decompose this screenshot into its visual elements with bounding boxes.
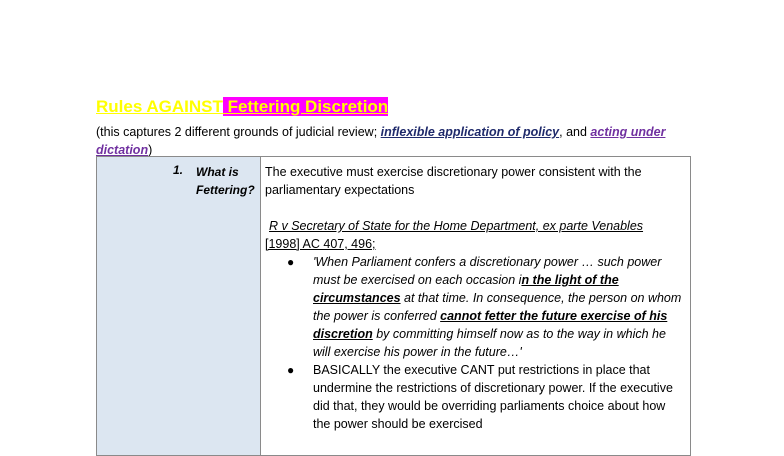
intro-paragraph <box>96 123 696 159</box>
list-item <box>265 253 685 361</box>
document-heading <box>96 96 388 118</box>
quote-emphasis-fetter: cannot fetter the future exercise of his discretion <box>313 309 668 341</box>
intro-text-3: ) <box>148 143 153 157</box>
bullet-icon: ● <box>287 255 295 269</box>
row-label: What is Fettering? <box>196 165 255 197</box>
table-label-column <box>97 157 261 455</box>
case-name: R v Secretary of State for the Home Department, ex parte Venables <box>269 219 644 233</box>
heading-rules-against: Rules AGAINST <box>96 97 223 116</box>
list-item <box>265 361 685 433</box>
basically-text: BASICALLY the executive CANT put restrictions in place that undermine the restrictions of discretionary power. If the executive did that, they would be overriding parliaments choice about how the power should be exercised <box>313 363 673 431</box>
case-citation: [1998] AC 407, 496; <box>265 237 376 251</box>
quote-emphasis-circumstances: n the light of the circumstances <box>313 273 619 305</box>
intro-text-2: , and <box>559 125 591 139</box>
fettering-table <box>96 156 691 456</box>
quote-part-e: by committing himself now as to the way in which he will exercise his power in the future…' <box>313 327 666 359</box>
bullet-icon: ● <box>287 363 295 377</box>
quote-part-c: at that time. In consequence, the person on whom the power is conferred <box>313 291 682 323</box>
link-inflexible-policy[interactable]: inflexible application of policy <box>380 125 560 139</box>
heading-fettering-discretion: Fettering Discretion <box>222 97 389 116</box>
intro-text-1: (this captures 2 different grounds of judicial review; <box>96 125 381 139</box>
link-acting-under-dictation[interactable]: acting under dictation <box>96 125 666 157</box>
table-content-column <box>265 163 685 433</box>
bullet-list <box>265 253 685 433</box>
row-number: 1. <box>173 163 184 177</box>
definition-text: The executive must exercise discretionary power consistent with the parliamentary expectations <box>265 165 642 197</box>
quote-part-a: 'When Parliament confers a discretionary power … such power must be exercised on each occasion i <box>313 255 662 287</box>
